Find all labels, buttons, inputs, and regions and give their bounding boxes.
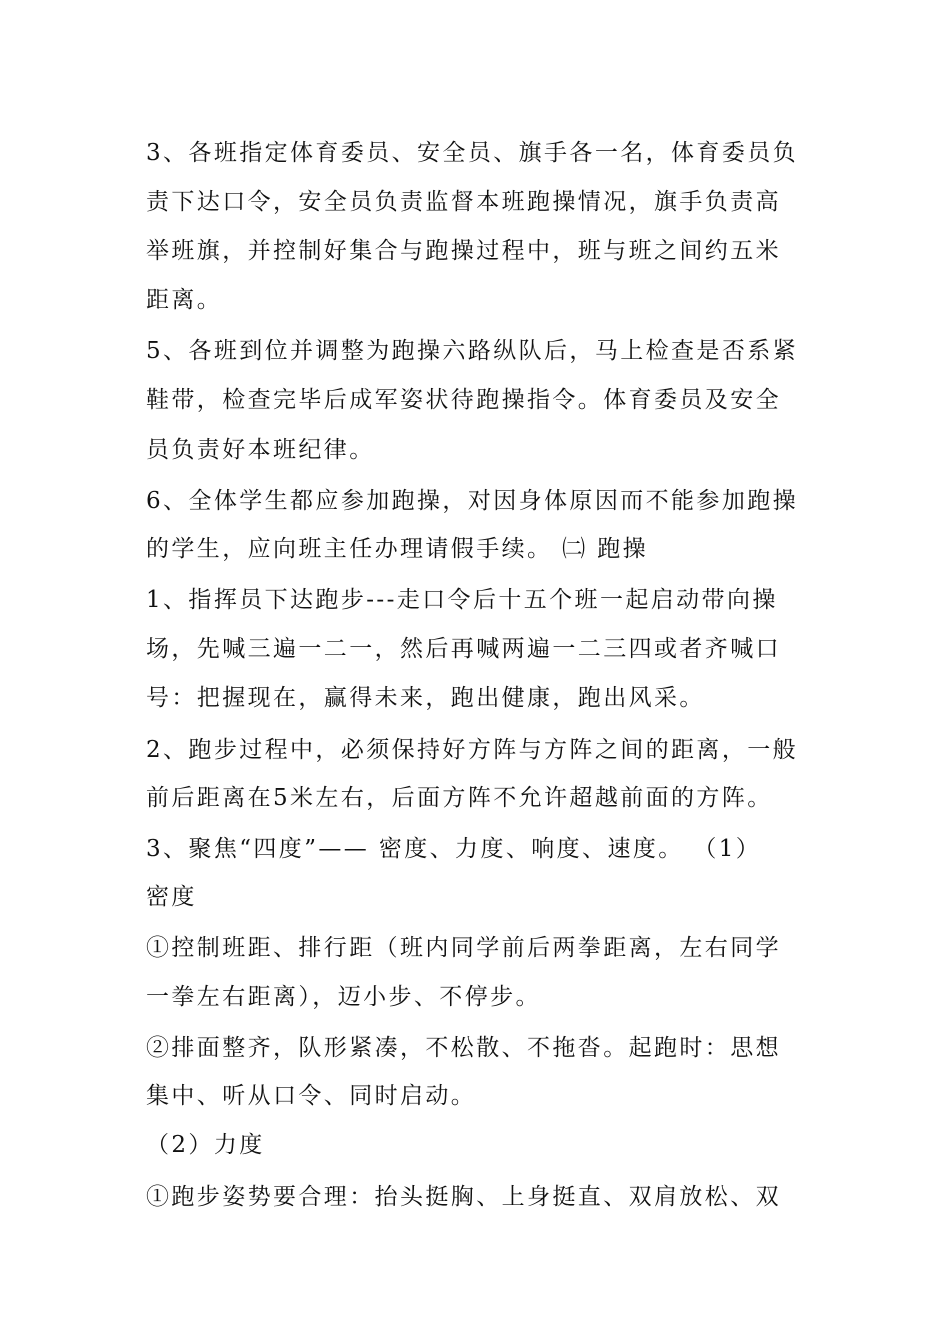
text-line: 一拳左右距离），迈小步、不停步。 <box>146 984 541 1010</box>
text-line: 责下达口令，安全员负责监督本班跑操情况，旗手负责高 <box>146 189 781 215</box>
text-line: 2、跑步过程中，必须保持好方阵与方阵之间的距离，一般 <box>146 737 799 763</box>
text-line: 场，先喊三遍一二一，然后再喊两遍一二三四或者齐喊口 <box>146 636 781 662</box>
text-line: 号：把握现在，赢得未来，跑出健康，跑出风采。 <box>146 685 705 711</box>
text-line: 密度 <box>146 884 197 910</box>
text-line: 距离。 <box>146 287 223 313</box>
text-line: 员负责好本班纪律。 <box>146 437 375 463</box>
text-line: 6、全体学生都应参加跑操，对因身体原因而不能参加跑操 <box>146 488 799 514</box>
text-line: 3、聚焦“四度”—— 密度、力度、响度、速度。 （1） <box>146 836 762 862</box>
text-line: 5、各班到位并调整为跑操六路纵队后，马上检查是否系紧 <box>146 338 799 364</box>
text-line: ①控制班距、排行距（班内同学前后两拳距离，左右同学 <box>146 935 781 961</box>
text-line: 鞋带，检查完毕后成军姿状待跑操指令。体育委员及安全 <box>146 387 781 413</box>
text-line: 举班旗，并控制好集合与跑操过程中，班与班之间约五米 <box>146 238 781 264</box>
text-line: 1、指挥员下达跑步---走口令后十五个班一起启动带向操 <box>146 587 778 613</box>
text-line: （2）力度 <box>146 1132 265 1158</box>
text-line: 集中、听从口令、同时启动。 <box>146 1083 477 1109</box>
text-line: 前后距离在5米左右，后面方阵不允许超越前面的方阵。 <box>146 785 773 811</box>
text-line: 3、各班指定体育委员、安全员、旗手各一名，体育委员负 <box>146 140 799 166</box>
text-line: 的学生，应向班主任办理请假手续。 ㈡ 跑操 <box>146 536 649 562</box>
text-line: ①跑步姿势要合理：抬头挺胸、上身挺直、双肩放松、双 <box>146 1184 781 1210</box>
text-line: ②排面整齐，队形紧凑，不松散、不拖沓。起跑时：思想 <box>146 1035 781 1061</box>
